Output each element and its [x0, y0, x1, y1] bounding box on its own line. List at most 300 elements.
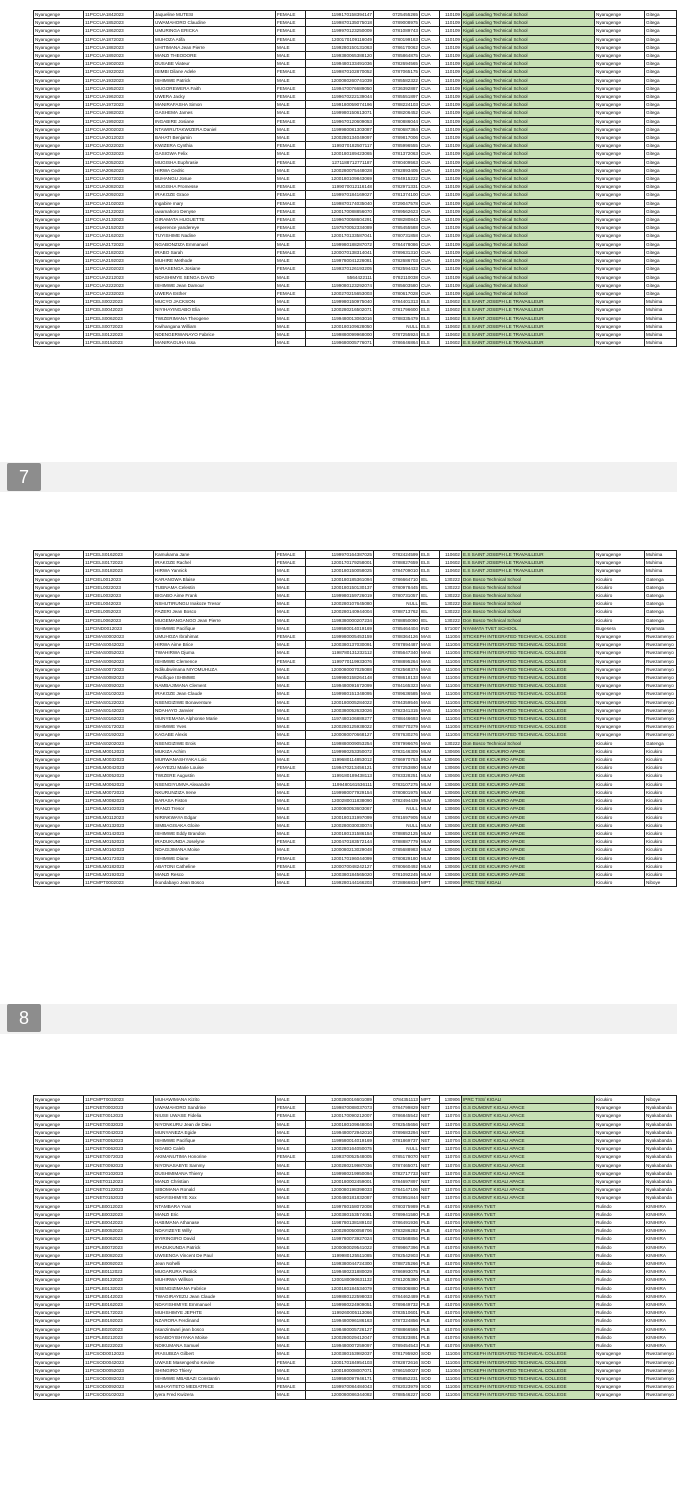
school-sector-cell: Nyakabanda	[645, 1112, 677, 1120]
national-id-cell: 1199080123292074	[306, 281, 374, 289]
trade-code-cell: MLM	[420, 797, 440, 805]
student-name-cell: BARASENGA Josiane	[154, 265, 276, 273]
index-number-cell: 11PCCUA2092023	[84, 191, 154, 199]
school-name-cell: Kigali Leading Technical School	[462, 265, 595, 273]
school-district-cell: Kicukiro	[595, 788, 645, 796]
index-number-cell: 11PCCUA1982023	[84, 109, 154, 117]
trade-code-cell: CUA	[420, 35, 440, 43]
school-code-cell: 410704	[440, 1317, 462, 1325]
school-code-cell: 110602	[440, 322, 462, 330]
student-name-cell: NDAYISHIMIYE Xxx	[154, 1194, 276, 1202]
district-cell: Nyarugenge	[34, 1128, 84, 1136]
trade-code-cell: CUA	[420, 68, 440, 76]
student-name-cell: MURWANASHYAKA Loic	[154, 756, 276, 764]
index-number-cell: 11PCMLM0042023	[84, 764, 154, 772]
trade-code-cell: CUA	[420, 150, 440, 158]
table-row	[34, 1292, 677, 1300]
index-number-cell: 11PCCUA2062023	[84, 166, 154, 174]
index-number-cell: 11PCCUA1892023	[84, 52, 154, 60]
school-name-cell: G.S DUMONT KIGALI APACE	[462, 1128, 595, 1136]
index-number-cell: 11PCCUA1882023	[84, 43, 154, 51]
school-sector-cell: Gitega	[645, 232, 677, 240]
school-code-cell: 130606	[440, 821, 462, 829]
school-name-cell: STICKEPH INTEGRATED TECHNICAL COLLEGE	[462, 674, 595, 682]
school-code-cell: 410704	[440, 1210, 462, 1218]
school-code-cell: 110109	[440, 199, 462, 207]
trade-code-cell: SOD	[420, 1366, 440, 1374]
school-district-cell: Rulindo	[595, 1227, 645, 1235]
school-name-cell: G.S DUMONT KIGALI APACE	[462, 1153, 595, 1161]
trade-code-cell: SOD	[420, 1358, 440, 1366]
national-id-cell: 1200280164050075	[306, 1145, 374, 1153]
student-name-cell: BARASA Fiston	[154, 797, 276, 805]
national-id-cell: 1200280016601089	[306, 1096, 374, 1104]
school-sector-cell: Rwezamenyo	[645, 665, 677, 673]
school-code-cell: 110109	[440, 248, 462, 256]
table-row	[34, 232, 677, 240]
national-id-cell: 1200280140944004	[306, 608, 374, 616]
school-name-cell: KINIHIRA TVET	[462, 1227, 595, 1235]
school-name-cell: Don Bosco Technical School	[462, 600, 595, 608]
gender-cell: MALE	[276, 1366, 306, 1374]
student-name-cell: NIYIHAYINGABO Elia	[154, 306, 276, 314]
table-row	[34, 19, 677, 27]
district-cell: Nyarugenge	[34, 43, 84, 51]
school-name-cell: E.S SAINT JOSEPH LE TRAVAILLEUR	[462, 559, 595, 567]
school-code-cell: 130606	[440, 747, 462, 755]
gender-cell: MALE	[276, 43, 306, 51]
school-name-cell: E.S SAINT JOSEPH LE TRAVAILLEUR	[462, 314, 595, 322]
school-district-cell: Rulindo	[595, 1317, 645, 1325]
trade-code-cell: CUA	[420, 60, 440, 68]
school-sector-cell: Rwezamenyo	[645, 731, 677, 739]
index-number-cell: 11PCSOD0042023	[84, 1358, 154, 1366]
school-name-cell: KINIHIRA TVET	[462, 1235, 595, 1243]
district-cell: Nyarugenge	[34, 616, 84, 624]
gender-cell: MALE	[276, 608, 306, 616]
index-number-cell: 11PCMLM0032023	[84, 756, 154, 764]
student-name-cell: NDIKUMANA Samuel	[154, 1342, 276, 1350]
school-sector-cell: Nyakabanda	[645, 1153, 677, 1161]
national-id-cell: 1199980150975040	[306, 298, 374, 306]
trade-code-cell: MAS	[420, 690, 440, 698]
district-cell: Nyarugenge	[34, 1350, 84, 1358]
school-sector-cell: Rwezamenyo	[645, 674, 677, 682]
student-name-cell: uwamahoro Denyse	[154, 207, 276, 215]
school-sector-cell: Rwezamenyo	[645, 1350, 677, 1358]
table-row	[34, 1202, 677, 1210]
school-sector-cell: Gitega	[645, 281, 677, 289]
table-row	[34, 1284, 677, 1292]
index-number-cell: 11PCMLM0012023	[84, 747, 154, 755]
national-id-cell: 1200180005284022	[306, 698, 374, 706]
school-sector-cell: Rwezamenyo	[645, 698, 677, 706]
school-district-cell: Kicukiro	[595, 805, 645, 813]
school-sector-cell: Gatenga	[645, 608, 677, 616]
gender-cell: MALE	[276, 674, 306, 682]
national-id-cell: 1199470213456121	[306, 764, 374, 772]
district-cell: Nyarugenge	[34, 715, 84, 723]
trade-code-cell: PLB	[420, 1317, 440, 1325]
school-district-cell: Nyarugenge	[595, 93, 645, 101]
school-code-cell: 130222	[440, 583, 462, 591]
school-name-cell: Kigali Leading Technical School	[462, 199, 595, 207]
school-code-cell: 410704	[440, 1219, 462, 1227]
index-number-cell: 11PCCUA2102023	[84, 199, 154, 207]
school-name-cell: LYCEE DE KICUKIRO APADE	[462, 780, 595, 788]
district-cell: Nyarugenge	[34, 216, 84, 224]
district-cell: Nyarugenge	[34, 150, 84, 158]
school-district-cell: Nyarugenge	[595, 84, 645, 92]
trade-code-cell: PLB	[420, 1333, 440, 1341]
trade-code-cell: NET	[420, 1178, 440, 1186]
national-id-cell: 1200280029412047	[306, 1333, 374, 1341]
student-name-cell: MUCYO JACKSON	[154, 298, 276, 306]
school-sector-cell: Rwezamenyo	[645, 633, 677, 641]
national-id-cell: 1199970123250009	[306, 27, 374, 35]
table-row	[34, 1194, 677, 1202]
school-name-cell: G.S DUMONT KIGALI APACE	[462, 1178, 595, 1186]
national-id-cell: 1199780041226081	[306, 257, 374, 265]
national-id-cell: 1199980219950094	[306, 1169, 374, 1177]
phone-cell: 0780731057	[374, 592, 420, 600]
national-id-cell: 1200280107645080	[306, 600, 374, 608]
page-number-badge: 8	[7, 1004, 41, 1032]
index-number-cell: 11PCNET0052023	[84, 1137, 154, 1145]
school-code-cell: 130606	[440, 756, 462, 764]
district-cell: Nyarugenge	[34, 682, 84, 690]
national-id-cell: 1200280216502071	[306, 306, 374, 314]
gender-cell: MALE	[276, 575, 306, 583]
table-row	[34, 846, 677, 854]
school-sector-cell: Kicukiro	[645, 813, 677, 821]
gender-cell: MALE	[276, 109, 306, 117]
gender-cell: MALE	[276, 125, 306, 133]
school-code-cell: 111004	[440, 674, 462, 682]
student-name-cell: FAZERI Jean Bosco	[154, 608, 276, 616]
gender-cell: FEMALE	[276, 838, 306, 846]
district-cell: Nyarugenge	[34, 821, 84, 829]
national-id-cell: 1200180109628050	[306, 322, 374, 330]
national-id-cell: 1200080053603067	[306, 805, 374, 813]
school-sector-cell: Gitega	[645, 43, 677, 51]
trade-code-cell: MAS	[420, 682, 440, 690]
phone-cell: 0785551897	[374, 93, 420, 101]
school-code-cell: 111004	[440, 723, 462, 731]
school-name-cell: Kigali Leading Technical School	[462, 216, 595, 224]
district-cell: Nyarugenge	[34, 199, 84, 207]
trade-code-cell: CUA	[420, 191, 440, 199]
school-code-cell: 410704	[440, 1301, 462, 1309]
table-row	[34, 11, 677, 19]
school-name-cell: LYCEE DE KICUKIRO APADE	[462, 821, 595, 829]
table-row	[34, 1178, 677, 1186]
school-name-cell: G.S DUMONT KIGALI APACE	[462, 1186, 595, 1194]
national-id-cell: 1199980125511085	[306, 1251, 374, 1259]
school-name-cell: Kigali Leading Technical School	[462, 142, 595, 150]
student-name-cell: NIRINKWAYA Edgar	[154, 813, 276, 821]
trade-code-cell: PLB	[420, 1309, 440, 1317]
table-row	[34, 641, 677, 649]
school-name-cell: LYCEE DE KICUKIRO APADE	[462, 764, 595, 772]
national-id-cell: 1199870088037073	[306, 1104, 374, 1112]
table-row	[34, 224, 677, 232]
school-sector-cell: KINIHIRA	[645, 1284, 677, 1292]
national-id-cell: 1200180131997099	[306, 813, 374, 821]
student-name-cell: Ndikubwimana NIYOMUHUZA	[154, 665, 276, 673]
phone-cell: 0780731858	[374, 232, 420, 240]
index-number-cell: 11PCCUA2192023	[84, 257, 154, 265]
school-sector-cell: Nyakabanda	[645, 1194, 677, 1202]
school-sector-cell: KINIHIRA	[645, 1292, 677, 1300]
table-row	[34, 1333, 677, 1341]
trade-code-cell: PLB	[420, 1260, 440, 1268]
district-cell: Nyarugenge	[34, 567, 84, 575]
gender-cell: MALE	[276, 134, 306, 142]
school-name-cell: Don Bosco Technical School	[462, 592, 595, 600]
phone-cell: 0782424599	[374, 551, 420, 559]
index-number-cell: 11PCIEL0042023	[84, 600, 154, 608]
district-cell: Nyarugenge	[34, 125, 84, 133]
school-name-cell: STICKEPH INTEGRATED TECHNICAL COLLEGE	[462, 641, 595, 649]
index-number-cell: 11PCMAS0072023	[84, 665, 154, 673]
school-name-cell: Kigali Leading Technical School	[462, 60, 595, 68]
national-id-cell: 1200280125938022	[306, 723, 374, 731]
table-row	[34, 600, 677, 608]
table-row	[34, 854, 677, 862]
district-cell: Nyarugenge	[34, 1383, 84, 1391]
school-sector-cell: KINIHIRA	[645, 1210, 677, 1218]
school-code-cell: 110109	[440, 134, 462, 142]
national-id-cell: 1200080198398033	[306, 1186, 374, 1194]
school-sector-cell: Gitega	[645, 93, 677, 101]
national-id-cell: 1199980005453159	[306, 633, 374, 641]
gender-cell: FEMALE	[276, 68, 306, 76]
gender-cell: MALE	[276, 1325, 306, 1333]
student-name-cell: TUYISHIME Nadine	[154, 232, 276, 240]
school-district-cell: Nyarugenge	[595, 1374, 645, 1382]
school-code-cell: 111004	[440, 690, 462, 698]
school-code-cell: 110109	[440, 52, 462, 60]
phone-cell: 0787894487	[374, 641, 420, 649]
school-sector-cell: Gitega	[645, 257, 677, 265]
school-district-cell: Nyarugenge	[595, 306, 645, 314]
school-name-cell: LYCEE DE KICUKIRO APADE	[462, 870, 595, 878]
trade-code-cell: CUA	[420, 27, 440, 35]
phone-cell: 0789454543	[374, 1342, 420, 1350]
school-name-cell: Kigali Leading Technical School	[462, 11, 595, 19]
school-code-cell: 110109	[440, 19, 462, 27]
school-code-cell: 110109	[440, 109, 462, 117]
school-name-cell: LYCEE DE KICUKIRO APADE	[462, 772, 595, 780]
index-number-cell: 11PCMPT0002023	[84, 879, 154, 887]
trade-code-cell: PLB	[420, 1292, 440, 1300]
school-name-cell: STICKEPH INTEGRATED TECHNICAL COLLEGE	[462, 657, 595, 665]
gender-cell: MALE	[276, 1096, 306, 1104]
school-district-cell: Nyarugenge	[595, 682, 645, 690]
student-name-cell: Kwihangana William	[154, 322, 276, 330]
school-sector-cell: Nyakabanda	[645, 1145, 677, 1153]
student-name-cell: SIBOMANA Ronald	[154, 1186, 276, 1194]
school-sector-cell: Gatenga	[645, 583, 677, 591]
table-row	[34, 764, 677, 772]
national-id-cell: 1200170184954103	[306, 1358, 374, 1366]
school-code-cell: 410704	[440, 1235, 462, 1243]
table-row	[34, 1161, 677, 1169]
school-code-cell: 110602	[440, 298, 462, 306]
school-name-cell: G.S DUMONT KIGALI APACE	[462, 1169, 595, 1177]
national-id-cell: 1200170196044099	[306, 854, 374, 862]
school-name-cell: Kigali Leading Technical School	[462, 240, 595, 248]
school-code-cell: 110109	[440, 265, 462, 273]
district-cell: Nyarugenge	[34, 134, 84, 142]
student-name-cell: NGABOYISHYAKA Moise	[154, 1333, 276, 1341]
district-cell: Nyarugenge	[34, 1169, 84, 1177]
trade-code-cell: MAS	[420, 657, 440, 665]
national-id-cell: 1199380044724300	[306, 1260, 374, 1268]
school-sector-cell: Muhima	[645, 339, 677, 347]
phone-cell: 0781869737	[374, 1137, 420, 1145]
phone-cell: 0782110038	[374, 273, 420, 281]
phone-cell: 0782568856	[374, 1235, 420, 1243]
school-district-cell: Nyarugenge	[595, 1391, 645, 1399]
school-sector-cell: Muhima	[645, 559, 677, 567]
student-name-cell: MANIRAGUHA Issa	[154, 339, 276, 347]
index-number-cell: 11PCPLB0222023	[84, 1342, 154, 1350]
table-row	[34, 150, 677, 158]
national-id-cell: 1199480072942010	[306, 1128, 374, 1136]
school-code-cell: 130222	[440, 616, 462, 624]
district-cell: Nyarugenge	[34, 747, 84, 755]
phone-cell: 0788335479	[374, 314, 420, 322]
gender-cell: MALE	[276, 739, 306, 747]
gender-cell: MALE	[276, 1350, 306, 1358]
index-number-cell: 11PCMLM0142023	[84, 829, 154, 837]
school-sector-cell: KINIHIRA	[645, 1333, 677, 1341]
national-id-cell: 1199380065388120	[306, 52, 374, 60]
student-name-cell: MUNYANEZA Egide	[154, 1128, 276, 1136]
school-sector-cell: Gitega	[645, 175, 677, 183]
school-district-cell: Nyarugenge	[595, 52, 645, 60]
index-number-cell: 11PCMLM0172023	[84, 854, 154, 862]
student-name-cell: ISHIMWE Clemence	[154, 657, 276, 665]
national-id-cell: 1199370052548005	[306, 1153, 374, 1161]
table-row	[34, 690, 677, 698]
school-code-cell: 110704	[440, 1104, 462, 1112]
school-name-cell: G.S DUMONT KIGALI APACE	[462, 1104, 595, 1112]
district-cell: Nyarugenge	[34, 52, 84, 60]
school-district-cell: Kicukiro	[595, 575, 645, 583]
school-name-cell: Kigali Leading Technical School	[462, 43, 595, 51]
national-id-cell: 1199770119933076	[306, 657, 374, 665]
table-row	[34, 1260, 677, 1268]
index-number-cell: 11PCCUA1922023	[84, 68, 154, 76]
school-district-cell: Nyarugenge	[595, 158, 645, 166]
national-id-cell: 1199880009053254	[306, 739, 374, 747]
table-row	[34, 592, 677, 600]
national-id-cell: 1199970184169027	[306, 191, 374, 199]
phone-cell: 0788887779	[374, 838, 420, 846]
national-id-cell: 1199170158394147	[306, 11, 374, 19]
table-row	[34, 747, 677, 755]
trade-code-cell: MLM	[420, 780, 440, 788]
gender-cell: MALE	[276, 1194, 306, 1202]
national-id-cell: 1199480007259097	[306, 1342, 374, 1350]
school-district-cell: Nyarugenge	[595, 191, 645, 199]
school-name-cell: Kigali Leading Technical School	[462, 273, 595, 281]
table-row	[34, 35, 677, 43]
school-sector-cell: Rwezamenyo	[645, 1383, 677, 1391]
school-district-cell: Kicukiro	[595, 870, 645, 878]
table-row	[34, 298, 677, 306]
school-code-cell: 130606	[440, 846, 462, 854]
school-code-cell: 110109	[440, 232, 462, 240]
national-id-cell: 1197570052334089	[306, 224, 374, 232]
index-number-cell: 11PCMLM0052023	[84, 772, 154, 780]
school-sector-cell: Kicukiro	[645, 797, 677, 805]
student-name-cell: NDAYISHIMIYE Emmanuel	[154, 1301, 276, 1309]
national-id-cell: 1199980158264148	[306, 674, 374, 682]
school-district-cell: Bugesera	[595, 624, 645, 632]
phone-cell: 0786150027	[374, 1366, 420, 1374]
trade-code-cell: CUA	[420, 265, 440, 273]
school-code-cell: 110109	[440, 240, 462, 248]
trade-code-cell: NET	[420, 1145, 440, 1153]
school-name-cell: Kigali Leading Technical School	[462, 109, 595, 117]
index-number-cell: 11PCCUA2052023	[84, 158, 154, 166]
national-id-cell: 1200280050058706	[306, 1227, 374, 1235]
student-name-cell: nsanzintwari jean bosco	[154, 1325, 276, 1333]
phone-cell: 0785647340	[374, 649, 420, 657]
trade-code-cell: MLM	[420, 870, 440, 878]
student-name-cell: IRAKOZE Rachel	[154, 559, 276, 567]
school-sector-cell: Gatenga	[645, 616, 677, 624]
school-sector-cell: KINIHIRA	[645, 1260, 677, 1268]
table-row	[34, 870, 677, 878]
school-district-cell: Nyarugenge	[595, 1153, 645, 1161]
trade-code-cell: ELS	[420, 551, 440, 559]
trade-code-cell: MLM	[420, 838, 440, 846]
national-id-cell: 1200080007025088	[306, 665, 374, 673]
trade-code-cell: ELS	[420, 306, 440, 314]
index-number-cell: 11PCCUA1902023	[84, 60, 154, 68]
school-district-cell: Nyarugenge	[595, 665, 645, 673]
school-sector-cell: Gitega	[645, 289, 677, 297]
school-name-cell: KINIHIRA TVET	[462, 1292, 595, 1300]
school-district-cell: Nyarugenge	[595, 60, 645, 68]
gender-cell: MALE	[276, 1219, 306, 1227]
student-name-cell: KAGABE Alexis	[154, 731, 276, 739]
school-sector-cell: Gatenga	[645, 600, 677, 608]
table-row	[34, 125, 677, 133]
student-name-cell: MUKIZA Achim	[154, 747, 276, 755]
trade-code-cell: MLM	[420, 772, 440, 780]
trade-code-cell: CUA	[420, 224, 440, 232]
district-cell: Nyarugenge	[34, 797, 84, 805]
trade-code-cell: PLB	[420, 1325, 440, 1333]
gender-cell: FEMALE	[276, 142, 306, 150]
school-code-cell: 571007	[440, 624, 462, 632]
phone-cell: 0736392887	[374, 84, 420, 92]
gender-cell: MALE	[276, 870, 306, 878]
gender-cell: MALE	[276, 60, 306, 68]
school-name-cell: LYCEE DE KICUKIRO APADE	[462, 805, 595, 813]
phone-cell: 0785864875	[374, 52, 420, 60]
school-district-cell: Nyarugenge	[595, 43, 645, 51]
table-row	[34, 93, 677, 101]
index-number-cell: 11PCMLM0102023	[84, 805, 154, 813]
gender-cell: MALE	[276, 813, 306, 821]
